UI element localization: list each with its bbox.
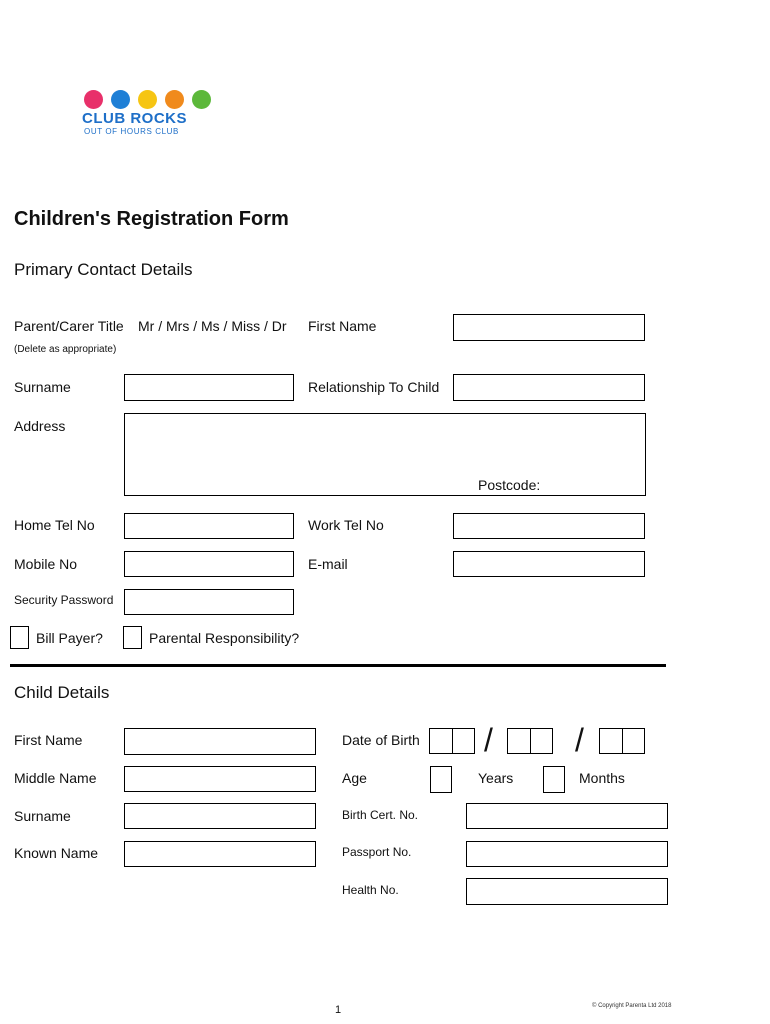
- logo-dot-pink-icon: [84, 90, 103, 109]
- logo-dot-green-icon: [192, 90, 211, 109]
- work-tel-field[interactable]: [453, 513, 645, 539]
- parent-surname-field[interactable]: [124, 374, 294, 401]
- dob-day-digit-2[interactable]: [452, 728, 475, 754]
- email-label: E-mail: [308, 556, 348, 572]
- dob-year-digit-2[interactable]: [622, 728, 645, 754]
- mobile-field[interactable]: [124, 551, 294, 577]
- child-surname-label: Surname: [14, 808, 71, 824]
- mobile-label: Mobile No: [14, 556, 78, 572]
- logo-dot-orange-icon: [165, 90, 184, 109]
- age-years-label: Years: [478, 770, 514, 786]
- parent-surname-label: Surname: [14, 379, 71, 395]
- dob-month-digit-1[interactable]: [507, 728, 530, 754]
- known-name-field[interactable]: [124, 841, 316, 867]
- age-years-field[interactable]: [430, 766, 452, 793]
- dob-day-digit-1[interactable]: [429, 728, 452, 754]
- email-field[interactable]: [453, 551, 645, 577]
- logo-dot-blue-icon: [111, 90, 130, 109]
- bill-payer-label: Bill Payer?: [36, 630, 103, 646]
- dob-separator-2: /: [575, 722, 584, 758]
- age-months-label: Months: [579, 770, 625, 786]
- child-middle-name-label: Middle Name: [14, 770, 97, 786]
- health-no-label: Health No.: [342, 883, 399, 897]
- parental-responsibility-checkbox[interactable]: [123, 626, 142, 649]
- passport-label: Passport No.: [342, 845, 412, 859]
- passport-field[interactable]: [466, 841, 668, 867]
- dob-month-digit-2[interactable]: [530, 728, 553, 754]
- logo-brand: CLUB ROCKS: [82, 110, 187, 127]
- birth-cert-label: Birth Cert. No.: [342, 808, 419, 822]
- bill-payer-checkbox[interactable]: [10, 626, 29, 649]
- parent-title-label: Parent/Carer Title: [14, 318, 124, 334]
- child-surname-field[interactable]: [124, 803, 316, 829]
- copyright-note: © Copyright Parenta Ltd 2018: [592, 1003, 672, 1009]
- section-divider: [10, 664, 666, 667]
- relationship-label: Relationship To Child: [308, 379, 440, 395]
- age-months-field[interactable]: [543, 766, 565, 793]
- address-field[interactable]: [124, 413, 646, 496]
- parent-first-name-field[interactable]: [453, 314, 645, 341]
- logo-tagline: OUT OF HOURS CLUB: [84, 127, 179, 136]
- parent-title-options[interactable]: Mr / Mrs / Ms / Miss / Dr: [138, 318, 287, 334]
- child-middle-name-field[interactable]: [124, 766, 316, 792]
- child-first-name-label: First Name: [14, 732, 83, 748]
- home-tel-field[interactable]: [124, 513, 294, 539]
- primary-contact-heading: Primary Contact Details: [14, 260, 193, 279]
- child-first-name-field[interactable]: [124, 728, 316, 755]
- club-logo: [82, 90, 222, 140]
- address-label: Address: [14, 418, 66, 434]
- page-number: 1: [335, 1004, 342, 1016]
- work-tel-label: Work Tel No: [308, 517, 384, 533]
- dob-separator-1: /: [484, 722, 493, 758]
- security-password-field[interactable]: [124, 589, 294, 615]
- dob-label: Date of Birth: [342, 732, 420, 748]
- parental-responsibility-label: Parental Responsibility?: [149, 630, 300, 646]
- delete-note: (Delete as appropriate): [14, 344, 117, 355]
- home-tel-label: Home Tel No: [14, 517, 95, 533]
- dob-year-digit-1[interactable]: [599, 728, 622, 754]
- age-label: Age: [342, 770, 367, 786]
- relationship-field[interactable]: [453, 374, 645, 401]
- logo-dot-yellow-icon: [138, 90, 157, 109]
- form-title: Children's Registration Form: [14, 208, 289, 230]
- known-name-label: Known Name: [14, 845, 99, 861]
- parent-first-name-label: First Name: [308, 318, 377, 334]
- security-password-label: Security Password: [14, 593, 114, 607]
- child-details-heading: Child Details: [14, 683, 110, 702]
- health-no-field[interactable]: [466, 878, 668, 905]
- postcode-label: Postcode:: [478, 477, 541, 493]
- birth-cert-field[interactable]: [466, 803, 668, 829]
